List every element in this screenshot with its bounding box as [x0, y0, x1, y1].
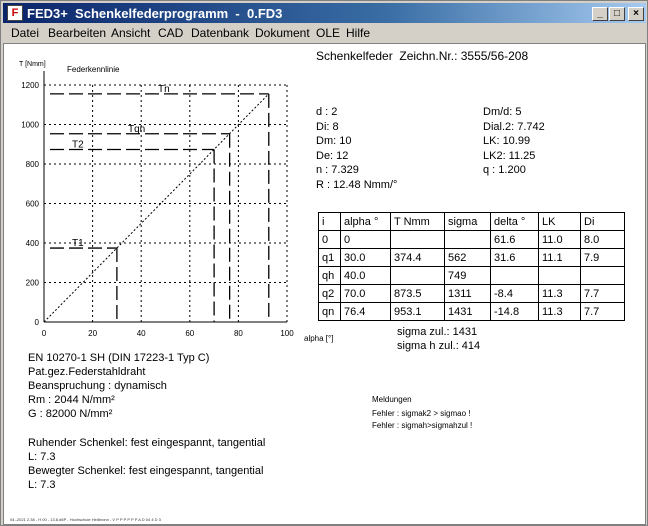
footer-text: 04.-2021 2.38 - H 00 - 13.8.d6P - Hochschule Heilbronn - V P P P P P P A D 04 4 D 3	[10, 517, 161, 522]
y-tick-label: 400	[25, 239, 39, 248]
sigma-h-zul: sigma h zul.: 414	[397, 340, 481, 352]
col-di: Di	[581, 213, 625, 231]
param-lk: LK: 10.99	[483, 135, 531, 147]
x-tick-label: 100	[280, 329, 294, 338]
y-tick-label: 800	[25, 160, 39, 169]
maximize-button[interactable]: □	[609, 7, 625, 21]
params-right	[483, 105, 545, 178]
table-cell: 40.0	[341, 267, 391, 285]
y-tick-label: 0	[34, 318, 39, 327]
close-button[interactable]: ×	[628, 7, 644, 21]
table-cell: 0	[319, 231, 341, 249]
point-label: T2	[72, 139, 84, 151]
table-cell: 11.1	[539, 249, 581, 267]
chart-grid	[44, 85, 287, 322]
point-label: Tn	[158, 83, 170, 95]
drawing-header: Schenkelfeder Zeichn.Nr.: 3555/56-208	[316, 49, 529, 63]
col-delta: delta °	[491, 213, 539, 231]
menu-ansicht[interactable]: Ansicht	[111, 26, 151, 40]
y-tick-label: 1000	[21, 120, 39, 130]
menu-datenbank[interactable]: Datenbank	[191, 26, 250, 40]
table-cell: 0	[341, 231, 391, 249]
table-header-row	[319, 213, 625, 231]
table-cell: 749	[445, 267, 491, 285]
material-rm: Rm : 2044 N/mm²	[28, 394, 115, 406]
material-norm: EN 10270-1 SH (DIN 17223-1 Typ C)	[28, 352, 210, 364]
results-table	[318, 212, 625, 321]
col-t: T Nmm	[391, 213, 445, 231]
x-tick-label: 20	[88, 329, 98, 338]
material-info	[28, 351, 209, 421]
bewegter-length: L: 7.3	[28, 479, 56, 491]
param-de: De: 12	[316, 149, 349, 162]
menu-cad[interactable]: CAD	[158, 26, 184, 40]
table-cell: 374.4	[391, 249, 445, 267]
param-dm-d: Dm/d: 5	[483, 106, 522, 118]
param-dm: Dm: 10	[316, 135, 352, 147]
y-tick-label: 1200	[21, 81, 39, 90]
table-cell: 7.7	[581, 303, 625, 321]
table-cell	[391, 267, 445, 285]
table-cell	[391, 231, 445, 249]
param-n: n : 7.329	[316, 164, 359, 176]
chart-marks	[44, 84, 269, 322]
table-cell: 11.3	[539, 285, 581, 303]
bewegter-schenkel: Bewegter Schenkel: fest eingespannt, tangential	[28, 465, 264, 477]
table-cell: 1311	[445, 285, 491, 303]
param-d: d : 2	[316, 106, 338, 118]
menu-bearbeiten[interactable]: Bearbeiten	[48, 26, 107, 40]
minimize-button[interactable]: _	[592, 7, 608, 21]
app-icon[interactable]: F	[7, 5, 23, 21]
table-cell: 7.7	[581, 285, 625, 303]
point-label: T1	[72, 238, 84, 250]
table-cell: 1431	[445, 303, 491, 321]
material-load: Beanspruchung : dynamisch	[28, 380, 167, 392]
chart-ylabel: T [Nmm]	[19, 61, 46, 68]
document-area	[3, 43, 646, 525]
message-item: Fehler : sigmak2 > sigmao !	[372, 409, 471, 418]
messages-panel	[372, 394, 472, 432]
y-tick-label: 200	[25, 278, 39, 288]
chart-tick-labels	[21, 81, 294, 338]
params-left	[316, 105, 397, 192]
menu-bar	[3, 23, 646, 43]
window-title: FED3+ Schenkelfederprogramm - 0.FD3	[27, 6, 283, 21]
x-tick-label: 40	[136, 329, 146, 338]
menu-hilfe[interactable]: Hilfe	[346, 26, 371, 40]
table-cell: -14.8	[491, 303, 539, 321]
table-cell: -8.4	[491, 285, 539, 303]
table-cell: 873.5	[391, 285, 445, 303]
federkennlinie-chart	[4, 44, 344, 344]
table-row	[319, 231, 625, 249]
param-r: R : 12.48 Nmm/°	[316, 178, 398, 191]
ruhender-schenkel: Ruhender Schenkel: fest eingespannt, tangential	[28, 437, 266, 449]
param-lk2: LK2: 11.25	[483, 149, 536, 162]
menu-ole[interactable]: OLE	[316, 26, 341, 40]
x-tick-label: 60	[185, 329, 195, 338]
table-cell: qn	[319, 303, 341, 321]
table-cell: 11.3	[539, 303, 581, 321]
title-bar[interactable]	[3, 3, 646, 23]
col-sigma: sigma	[445, 213, 491, 231]
x-tick-label: 0	[41, 329, 47, 338]
sigma-zul: sigma zul.: 1431	[397, 326, 478, 338]
table-cell: 30.0	[341, 249, 391, 267]
ruhender-length: L: 7.3	[28, 451, 56, 463]
table-cell: 31.6	[491, 249, 539, 267]
table-cell: qh	[319, 267, 341, 285]
table-cell: 76.4	[341, 303, 391, 321]
table-cell: 953.1	[391, 303, 445, 321]
menu-dokument[interactable]: Dokument	[255, 26, 310, 40]
table-row	[319, 303, 625, 321]
characteristic-line	[44, 94, 269, 322]
menu-datei[interactable]: Datei	[11, 26, 40, 40]
table-cell: q1	[319, 249, 341, 267]
material-g: G : 82000 N/mm²	[28, 408, 113, 420]
messages-title: Meldungen	[372, 395, 412, 404]
param-dial2: Dial.2: 7.742	[483, 120, 545, 133]
y-tick-label: 600	[25, 199, 39, 209]
table-cell: 70.0	[341, 285, 391, 303]
table-row	[319, 267, 625, 285]
table-cell: 61.6	[491, 231, 539, 249]
table-cell: 7.9	[581, 249, 625, 267]
param-q: q : 1.200	[483, 164, 526, 176]
table-cell: 11.0	[539, 231, 581, 249]
chart-xlabel: alpha [°]	[304, 334, 334, 343]
table-row	[319, 249, 625, 267]
schenkel-info	[28, 436, 265, 492]
material-type: Pat.gez.Federstahldraht	[28, 366, 146, 378]
param-di: Di: 8	[316, 120, 339, 133]
table-cell	[581, 267, 625, 285]
table-cell: 8.0	[581, 231, 625, 249]
table-cell	[491, 267, 539, 285]
table-cell: q2	[319, 285, 341, 303]
x-tick-label: 80	[233, 329, 243, 338]
point-label: Tqn	[128, 123, 146, 135]
col-alpha: alpha °	[341, 213, 391, 231]
table-cell: 562	[445, 249, 491, 267]
table-cell	[445, 231, 491, 249]
chart-title: Federkennlinie	[67, 65, 120, 74]
table-cell	[539, 267, 581, 285]
col-lk: LK	[539, 213, 581, 231]
table-row	[319, 285, 625, 303]
col-i: i	[319, 213, 341, 231]
message-item: Fehler : sigmah>sigmahzul !	[372, 421, 473, 430]
